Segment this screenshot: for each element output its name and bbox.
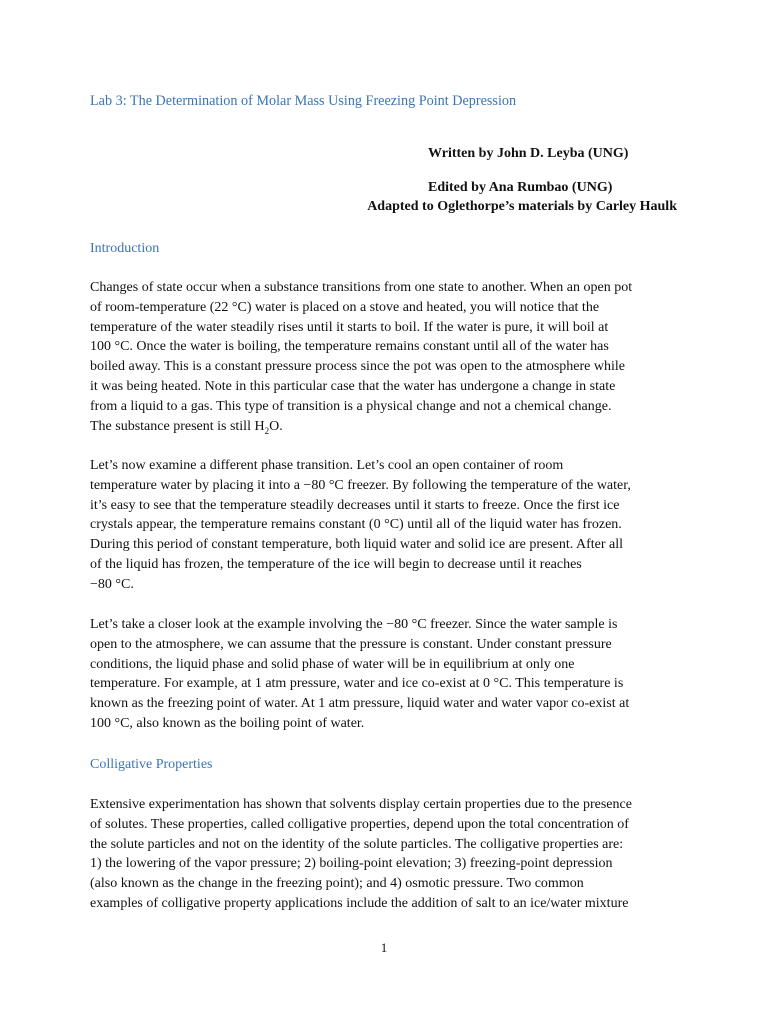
colligative-paragraph-1 [90,795,682,914]
text-line: −80 °C. [90,576,134,592]
text-line: 1) the lowering of the vapor pressure; 2) boiling-point elevation; 3) freezing-point depression [90,856,613,872]
lab-title: Lab 3: The Determination of Molar Mass Using Freezing Point Depression [90,93,517,109]
colligative-properties-heading: Colligative Properties [90,757,213,772]
text-line: Let’s take a closer look at the example involving the −80 °C freezer. Since the water sample is [90,617,618,632]
text-line: conditions, the liquid phase and solid phase of water will be in equilibrium at only one [90,656,575,672]
text-line: known as the freezing point of water. At 1 atm pressure, liquid water and water vapor co-exist at [90,696,630,712]
formula-subscript: 2 [264,425,270,436]
written-by-credit: Written by John D. Leyba (UNG) [428,146,629,161]
introduction-heading: Introduction [90,241,160,256]
text-line: Changes of state occur when a substance transitions from one state to another. When an open pot [90,280,633,295]
text-line: from a liquid to a gas. This type of transition is a physical change and not a chemical change. [90,398,612,414]
text-line: of the liquid has frozen, the temperature of the ice will begin to decrease until it reaches [90,556,582,572]
text-line: 100 °C. Once the water is boiling, the temperature remains constant until all of the water has [90,339,609,355]
text-line: crystals appear, the temperature remains constant (0 °C) until all of the liquid water has frozen. [90,517,622,533]
edited-by-credit: Edited by Ana Rumbao (UNG) [428,180,613,195]
formula-prefix: The substance present is still H [90,418,265,434]
intro-paragraph-1 [90,278,682,441]
text-line: examples of colligative property applications include the addition of salt to an ice/water mixture [90,895,629,911]
text-line-formula [90,417,682,442]
text-line: temperature water by placing it into a −80 °C freezer. By following the temperature of the water, [90,477,631,493]
text-line: open to the atmosphere, we can assume that the pressure is constant. Under constant pressure [90,636,612,652]
text-line: 100 °C, also known as the boiling point of water. [90,715,365,731]
text-line: temperature of the water steadily rises until it starts to boil. If the water is pure, it will boil at [90,319,609,335]
text-line: of room-temperature (22 °C) water is placed on a stove and heated, you will notice that the [90,299,600,315]
intro-paragraph-3 [90,615,682,734]
adapted-by-credit: Adapted to Oglethorpe’s materials by Carley Haulk [367,199,677,214]
text-line: Extensive experimentation has shown that solvents display certain properties due to the presence [90,797,632,812]
text-line: it was being heated. Note in this particular case that the water has undergone a change in state [90,378,616,394]
text-line: of solutes. These properties, called colligative properties, depend upon the total concentration of [90,816,629,832]
formula-tail: O. [269,418,283,434]
intro-paragraph-2 [90,456,682,595]
text-line: boiled away. This is a constant pressure process since the pot was open to the atmosphere while [90,359,625,375]
text-line: it’s easy to see that the temperature steadily decreases until it starts to freeze. Once the first ice [90,497,620,513]
text-line: Let’s now examine a different phase transition. Let’s cool an open container of room [90,458,564,473]
text-line: During this period of constant temperature, both liquid water and solid ice are present. After all [90,537,624,553]
text-line: the solute particles and not on the identity of the solute particles. The colligative properties are: [90,836,624,852]
text-line: temperature. For example, at 1 atm pressure, water and ice co-exist at 0 °C. This temperature is [90,676,624,692]
text-line: (also known as the change in the freezing point); and 4) osmotic pressure. Two common [90,876,584,892]
page-number: 1 [380,940,388,955]
